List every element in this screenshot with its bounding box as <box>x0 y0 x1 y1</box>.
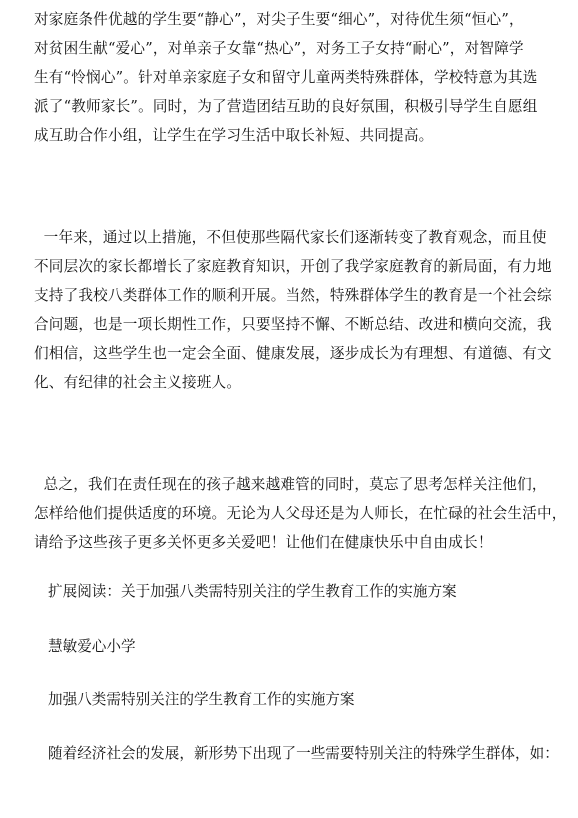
text-line: 一年来，通过以上措施，不但使那些隔代家长们逐渐转变了教育观念，而且使 <box>34 229 547 246</box>
text-line: 对家庭条件优越的学生要“静心”，对尖子生要“细心”，对待优生须“恒心”， <box>34 11 524 28</box>
text-line: 不同层次的家长都增长了家庭教育知识，开创了我学家庭教育的新局面，有力地 <box>34 258 552 275</box>
extended-reading-line: 扩展阅读：关于加强八类需特别关注的学生教育工作的实施方案 <box>48 583 457 600</box>
text-line: 派了“教师家长”。同时，为了营造团结互助的良好氛围，积极引导学生自愿组 <box>34 98 538 115</box>
plan-title: 加强八类需特别关注的学生教育工作的实施方案 <box>48 691 355 708</box>
text-line: 支持了我校八类群体工作的顺利开展。当然，特殊群体学生的教育是一个社会综 <box>34 287 552 304</box>
paragraph-student-care <box>34 5 548 150</box>
text-line: 怎样给他们提供适度的环境。无论为人父母还是为人师长，在忙碌的社会生活中， <box>34 505 567 522</box>
text-line: 成互助合作小组，让学生在学习生活中取长补短、共同提高。 <box>34 127 434 144</box>
text-line: 合问题，也是一项长期性工作，只要坚持不懈、不断总结、改进和横向交流，我 <box>34 316 552 333</box>
text-line: 生有“怜悯心”。针对单亲家庭子女和留守儿童两类特殊群体，学校特意为其选 <box>34 69 538 86</box>
paragraph-conclusion <box>34 470 567 557</box>
school-name: 慧敏爱心小学 <box>48 638 136 655</box>
text-line: 对贫困生献“爱心”，对单亲子女靠“热心”，对务工子女持“耐心”，对智障学 <box>34 40 524 57</box>
text-line: 化、有纪律的社会主义接班人。 <box>34 374 242 391</box>
text-line: 请给予这些孩子更多关怀更多关爱吧！让他们在健康快乐中自由成长！ <box>34 534 493 551</box>
text-line: 们相信，这些学生也一定会全面、健康发展，逐步成长为有理想、有道德、有文 <box>34 345 552 362</box>
text-line: 总之，我们在责任现在的孩子越来越难管的同时，莫忘了思考怎样关注他们， <box>34 476 547 493</box>
paragraph-year-summary <box>34 223 552 397</box>
closing-line: 随着经济社会的发展，新形势下出现了一些需要特别关注的特殊学生群体，如： <box>48 745 559 762</box>
